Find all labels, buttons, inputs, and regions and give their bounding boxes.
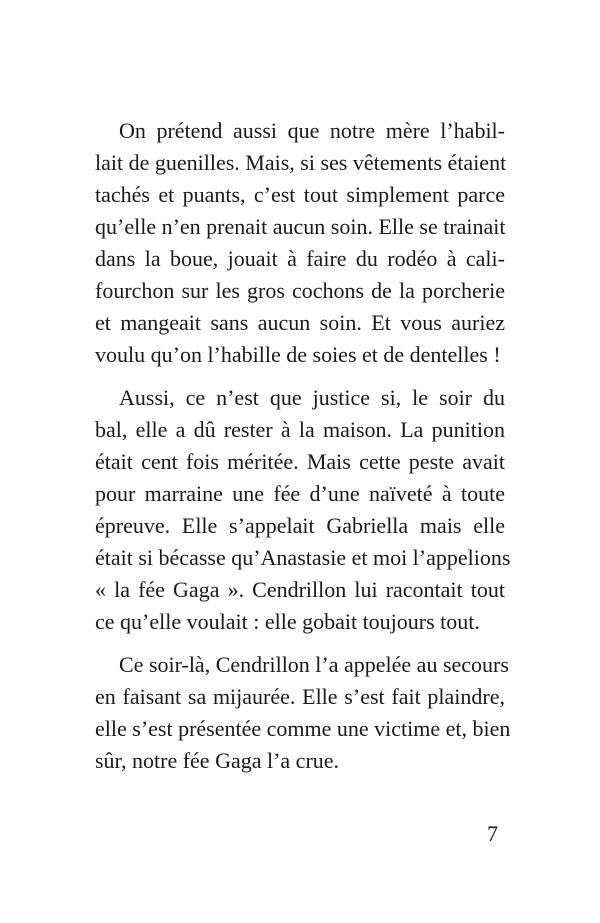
body-text <box>95 115 511 777</box>
text-line: « la fée Gaga ». Cendrillon lui racontait tout <box>95 577 505 602</box>
paragraph-1 <box>95 115 505 371</box>
text-line: était si bécasse qu’Anastasie et moi l’appelions <box>95 545 511 570</box>
text-line: dans la boue, jouait à faire du rodéo à cali- <box>95 246 505 271</box>
text-line: On prétend aussi que notre mère l’habil- <box>119 118 505 143</box>
text-line: Ce soir-là, Cendrillon l’a appelée au secours <box>119 652 509 677</box>
page-number: 7 <box>487 821 498 846</box>
paragraph-3 <box>95 649 511 777</box>
paragraph-2 <box>95 382 511 638</box>
text-line: Aussi, ce n’est que justice si, le soir du <box>119 385 505 410</box>
text-line: sûr, notre fée Gaga l’a crue. <box>95 748 340 773</box>
text-line: voulu qu’on l’habille de soies et de dentelles ! <box>95 342 501 367</box>
text-line: fourchon sur les gros cochons de la porcherie <box>95 278 505 303</box>
paragraph-spacer <box>95 638 505 649</box>
text-line: ce qu’elle voulait : elle gobait toujours tout. <box>95 609 480 634</box>
text-line: et mangeait sans aucun soin. Et vous auriez <box>95 310 505 335</box>
text-line: épreuve. Elle s’appelait Gabriella mais elle <box>95 513 505 538</box>
text-line: en faisant sa mijaurée. Elle s’est fait plaindre, <box>95 684 505 709</box>
text-line: pour marraine une fée d’une naïveté à toute <box>95 481 505 506</box>
text-line: lait de guenilles. Mais, si ses vêtements étaient <box>95 150 507 175</box>
text-line: bal, elle a dû rester à la maison. La punition <box>95 417 505 442</box>
paragraph-spacer <box>95 371 505 382</box>
text-line: elle s’est présentée comme une victime et, bien <box>95 716 511 741</box>
text-line: tachés et puants, c’est tout simplement parce <box>95 182 505 207</box>
text-line: était cent fois méritée. Mais cette peste avait <box>95 449 505 474</box>
text-line: qu’elle n’en prenait aucun soin. Elle se trainait <box>95 214 506 239</box>
